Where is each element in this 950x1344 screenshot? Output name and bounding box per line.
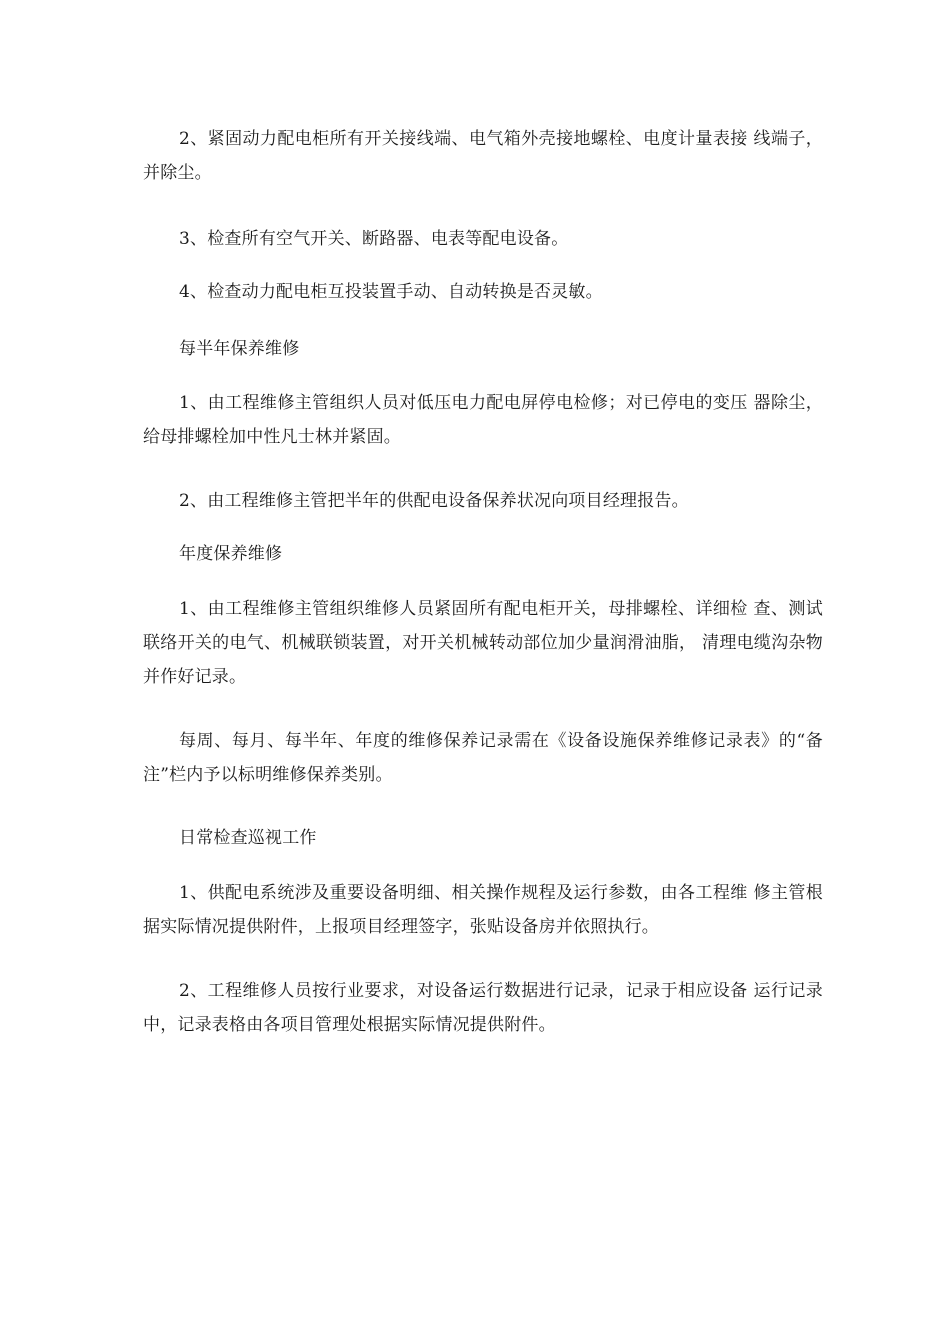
paragraph-daily-item-2: 2、工程维修人员按行业要求，对设备运行数据进行记录，记录于相应设备 运行记录中，记录表格由各项目管理处根据实际情况提供附件。 <box>143 981 823 1035</box>
paragraph-tighten-terminals: 2、紧固动力配电柜所有开关接线端、电气箱外壳接地螺栓、电度计量表接 线端子，并除尘。 <box>143 129 823 183</box>
paragraph-check-switches: 3、检查所有空气开关、断路器、电表等配电设备。 <box>179 229 569 249</box>
paragraph-semiannual-item-2: 2、由工程维修主管把半年的供配电设备保养状况向项目经理报告。 <box>179 491 689 511</box>
paragraph-maintenance-record-note: 每周、每月、每半年、年度的维修保养记录需在《设备设施保养维修记录表》的“备注”栏内予以标明维修保养类别。 <box>143 731 823 785</box>
heading-daily-inspection: 日常检查巡视工作 <box>179 828 317 848</box>
paragraph-daily-item-1: 1、供配电系统涉及重要设备明细、相关操作规程及运行参数，由各工程维 修主管根据实际情况提供附件，上报项目经理签字，张贴设备房并依照执行。 <box>143 883 823 937</box>
paragraph-semiannual-item-1: 1、由工程维修主管组织人员对低压电力配电屏停电检修；对已停电的变压 器除尘，给母排螺栓加中性凡士林并紧固。 <box>143 393 823 447</box>
heading-semiannual-maintenance: 每半年保养维修 <box>179 339 300 359</box>
paragraph-annual-item-1: 1、由工程维修主管组织维修人员紧固所有配电柜开关，母排螺栓、详细检 查、测试联络开关的电气、机械联锁装置，对开关机械转动部位加少量润滑油脂， 清理电缆沟杂物并作好记录。 <box>143 599 823 687</box>
paragraph-check-transfer-device: 4、检查动力配电柜互投装置手动、自动转换是否灵敏。 <box>179 282 603 302</box>
heading-annual-maintenance: 年度保养维修 <box>179 544 283 564</box>
